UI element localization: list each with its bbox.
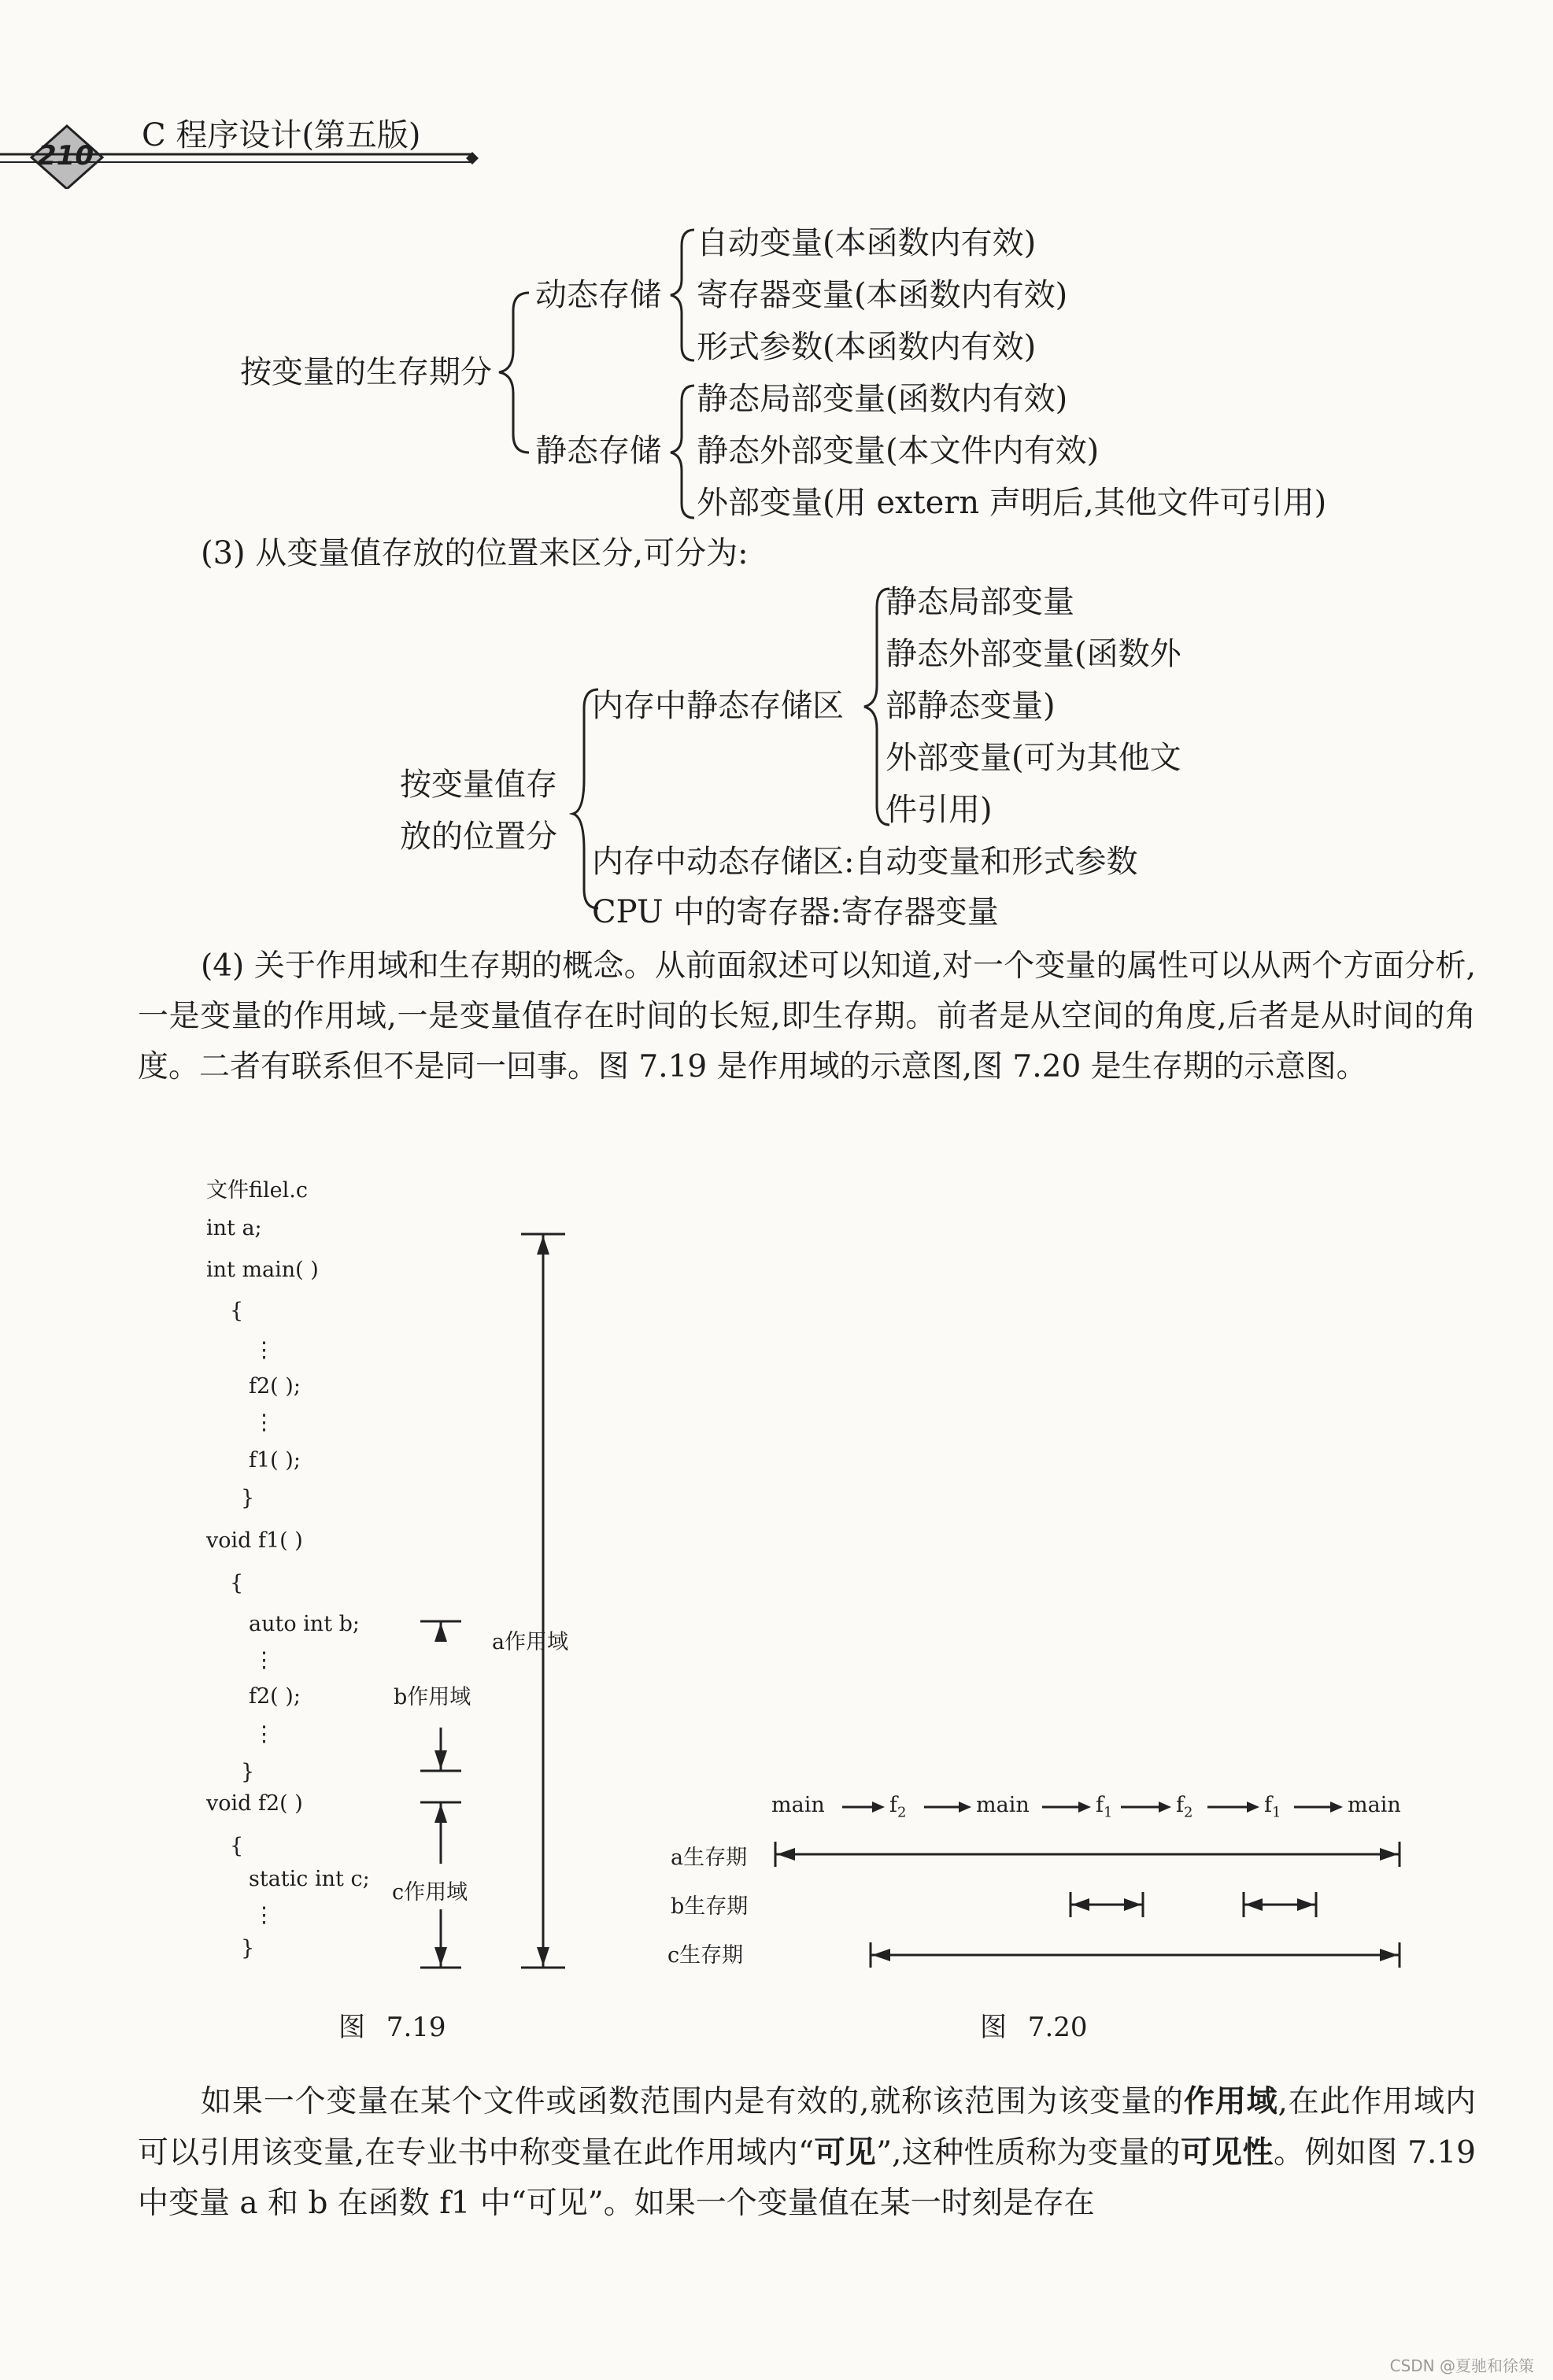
static-area-item: 外部变量(可为其他文	[886, 740, 1181, 776]
code-line: {	[230, 1834, 244, 1858]
term-visible: 可见	[814, 2134, 877, 2171]
code-line: 文件filel.c	[206, 1178, 308, 1203]
figure-7-20-caption: 图 7.20	[980, 2012, 1088, 2043]
static-area-item: 部静态变量)	[886, 688, 1056, 724]
dynamic-item: 自动变量(本函数内有效)	[697, 225, 1037, 261]
sequence-main: main	[1348, 1793, 1401, 1817]
code-line: void f2( )	[206, 1791, 303, 1816]
para-text: ”,这种性质称为变量的	[876, 2135, 1181, 2171]
code-line: }	[241, 1486, 255, 1510]
page-number: 210	[38, 140, 94, 172]
static-item: 外部变量(用 extern 声明后,其他文件可引用)	[697, 485, 1327, 521]
dynamic-item: 形式参数(本函数内有效)	[697, 329, 1037, 365]
para-text: ,在此作用域内可以引用该变量,在专业书中称变量在此作用域内“	[138, 2084, 1476, 2171]
paragraph-4: (4) 关于作用域和生存期的概念。从前面叙述可以知道,对一个变量的属性可以从两个方面分析,一是变量的作用域,一是变量值存在时间的长短,即生存期。前者是从空间的角度,后者是从时间的角度。二者有联系但不是同一回事。图 7.19 是作用域的示意图,图 7.20 是生存期的示意图。	[138, 948, 1476, 1085]
cpu-register-label: CPU 中的寄存器:寄存器变量	[592, 894, 999, 930]
code-line: }	[241, 1760, 255, 1784]
sequence-f2: $f_2$	[1176, 1793, 1193, 1821]
code-line: {	[230, 1299, 244, 1323]
sequence-main: main	[771, 1793, 825, 1817]
code-line: int main( )	[206, 1258, 319, 1282]
code-line: ⋮	[253, 1410, 275, 1435]
code-line: int a;	[206, 1216, 262, 1240]
paragraph-3: (3) 从变量值存放的位置来区分,可分为:	[201, 535, 749, 571]
static-storage-label: 静态存储	[535, 433, 661, 469]
code-line: auto int b;	[249, 1612, 361, 1636]
sequence-f1: $f_1$	[1096, 1793, 1113, 1821]
sequence-f1: $f_1$	[1264, 1793, 1281, 1821]
static-area-item: 静态局部变量	[886, 584, 1074, 620]
dynamic-item: 寄存器变量(本函数内有效)	[697, 277, 1068, 313]
watermark: CSDN @夏驰和徐策	[1389, 2356, 1534, 2375]
figure-7-19-caption: 图 7.19	[338, 2012, 446, 2043]
static-area-label: 内存中静态存储区	[592, 688, 844, 724]
b-scope-label: b作用域	[394, 1685, 471, 1709]
lifetime-root: 按变量的生存期分	[240, 354, 492, 390]
code-line: ⋮	[253, 1903, 275, 1927]
code-line: void f1( )	[206, 1528, 303, 1553]
b-lifetime-label: b生存期	[671, 1894, 749, 1919]
code-line: f1( );	[249, 1448, 301, 1473]
static-item: 静态外部变量(本文件内有效)	[697, 433, 1100, 469]
code-line: ⋮	[253, 1338, 275, 1362]
sequence-main: main	[976, 1793, 1030, 1817]
dynamic-area-label: 内存中动态存储区:自动变量和形式参数	[592, 844, 1138, 880]
paragraph-5	[138, 2076, 1476, 2229]
para-text: 。例如图 7.19 中变量 a 和 b 在函数 f1 中“可见”。如果一个变量值在某一时刻是存在	[138, 2135, 1476, 2221]
a-scope-label: a作用域	[492, 1630, 569, 1654]
a-lifetime-label: a生存期	[671, 1846, 748, 1870]
term-scope: 作用域	[1183, 2083, 1278, 2119]
code-line: static int c;	[249, 1867, 370, 1891]
code-line: }	[241, 1936, 255, 1961]
dynamic-storage-label: 动态存储	[535, 277, 661, 313]
book-title: C 程序设计(第五版)	[142, 117, 421, 153]
static-area-item: 件引用)	[886, 792, 993, 828]
code-line: {	[230, 1571, 244, 1595]
code-line: ⋮	[253, 1648, 275, 1672]
code-line: f2( );	[249, 1684, 301, 1709]
c-scope-label: c作用域	[392, 1880, 468, 1905]
static-item: 静态局部变量(函数内有效)	[697, 381, 1068, 417]
static-area-item: 静态外部变量(函数外	[886, 636, 1181, 672]
code-line: ⋮	[253, 1722, 275, 1746]
location-root-line2: 放的位置分	[400, 819, 557, 855]
term-visibility: 可见性	[1180, 2134, 1274, 2171]
location-root-line1: 按变量值存	[400, 767, 557, 803]
sequence-f2: $f_2$	[889, 1793, 907, 1821]
c-lifetime-label: c生存期	[667, 1943, 744, 1968]
code-line: f2( );	[249, 1374, 301, 1399]
para-text: 如果一个变量在某个文件或函数范围内是有效的,就称该范围为该变量的	[201, 2084, 1184, 2119]
